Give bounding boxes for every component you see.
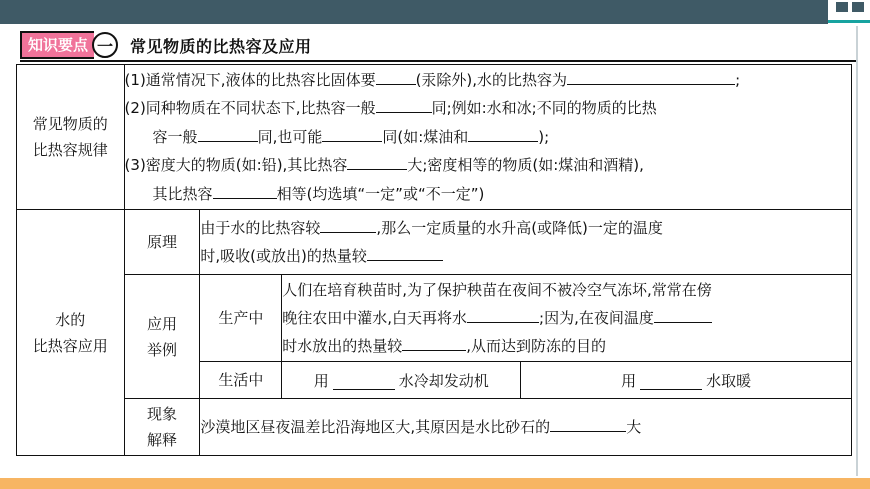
principle-label: 原理 [124, 210, 200, 275]
blank[interactable] [467, 304, 539, 323]
blank[interactable] [198, 123, 258, 142]
section-number: 一 [92, 32, 118, 58]
rule-content [124, 65, 851, 210]
blank[interactable] [640, 371, 702, 390]
production-row [17, 275, 852, 362]
blank[interactable] [376, 66, 416, 85]
corner-square-2 [852, 2, 864, 12]
blank[interactable] [376, 94, 432, 113]
water-category: 水的 比热容应用 [17, 210, 125, 456]
production-content: 人们在培育秧苗时,为了保护秧苗在夜间不被冷空气冻坏,常常在傍 晚往农田中灌水,白天再将水 ;因为,在夜间温度 时水放出的热量较 ,从而达到防冻的目的 [282, 275, 852, 362]
blank[interactable] [333, 371, 395, 390]
life-right: 用 水取暖 [621, 371, 752, 390]
knowledge-table [16, 64, 852, 456]
blank[interactable] [550, 413, 626, 432]
blank[interactable] [468, 123, 538, 142]
rule-item-2: (2)同种物质在不同状态下,比热容一般 同;例如:水和冰;不同的物质的比热 [125, 94, 851, 123]
rule-row [17, 65, 852, 210]
phenomenon-content: 沙漠地区昼夜温差比沿海地区大,其原因是水比砂石的 大 [200, 399, 852, 456]
blank[interactable] [347, 151, 407, 170]
phenomenon-label: 现象 解释 [124, 399, 200, 456]
bottom-banner [0, 478, 870, 489]
principle-row [17, 210, 852, 275]
rule-item-2-cont: 容一般 同,也可能 同(如:煤油和 ); [125, 123, 851, 152]
rule-item-3: (3)密度大的物质(如:铅),其比热容 大;密度相等的物质(如:煤油和酒精), [125, 151, 851, 180]
knowledge-badge: 知识要点 [20, 31, 94, 59]
rule-item-3-cont: 其比热容 相等(均选填“一定”或“不一定”) [125, 180, 851, 209]
blank[interactable] [654, 304, 712, 323]
side-rule [856, 26, 858, 476]
blank[interactable] [367, 242, 443, 261]
blank[interactable] [322, 123, 382, 142]
application-label: 应用 举例 [124, 275, 200, 399]
blank[interactable] [213, 180, 277, 199]
corner-accent-line [828, 20, 870, 23]
life-label: 生活中 [200, 362, 282, 399]
top-banner [0, 0, 828, 24]
corner-square-1 [836, 2, 848, 12]
title-underline [20, 60, 856, 62]
phenomenon-row [17, 399, 852, 456]
production-label: 生产中 [200, 275, 282, 362]
rule-item-1: (1)通常情况下,液体的比热容比固体要 (汞除外),水的比热容为 ; [125, 66, 851, 95]
life-content [282, 362, 852, 399]
blank[interactable] [402, 332, 466, 351]
life-left: 用 水冷却发动机 [282, 362, 521, 398]
section-title: 常见物质的比热容及应用 [130, 36, 312, 56]
rule-category: 常见物质的 比热容规律 [17, 65, 125, 210]
section-header [20, 32, 312, 58]
principle-content: 由于水的比热容较 ,那么一定质量的水升高(或降低)一定的温度 时,吸收(或放出)的热量较 [200, 210, 852, 275]
blank[interactable] [567, 66, 735, 85]
blank[interactable] [320, 214, 376, 233]
